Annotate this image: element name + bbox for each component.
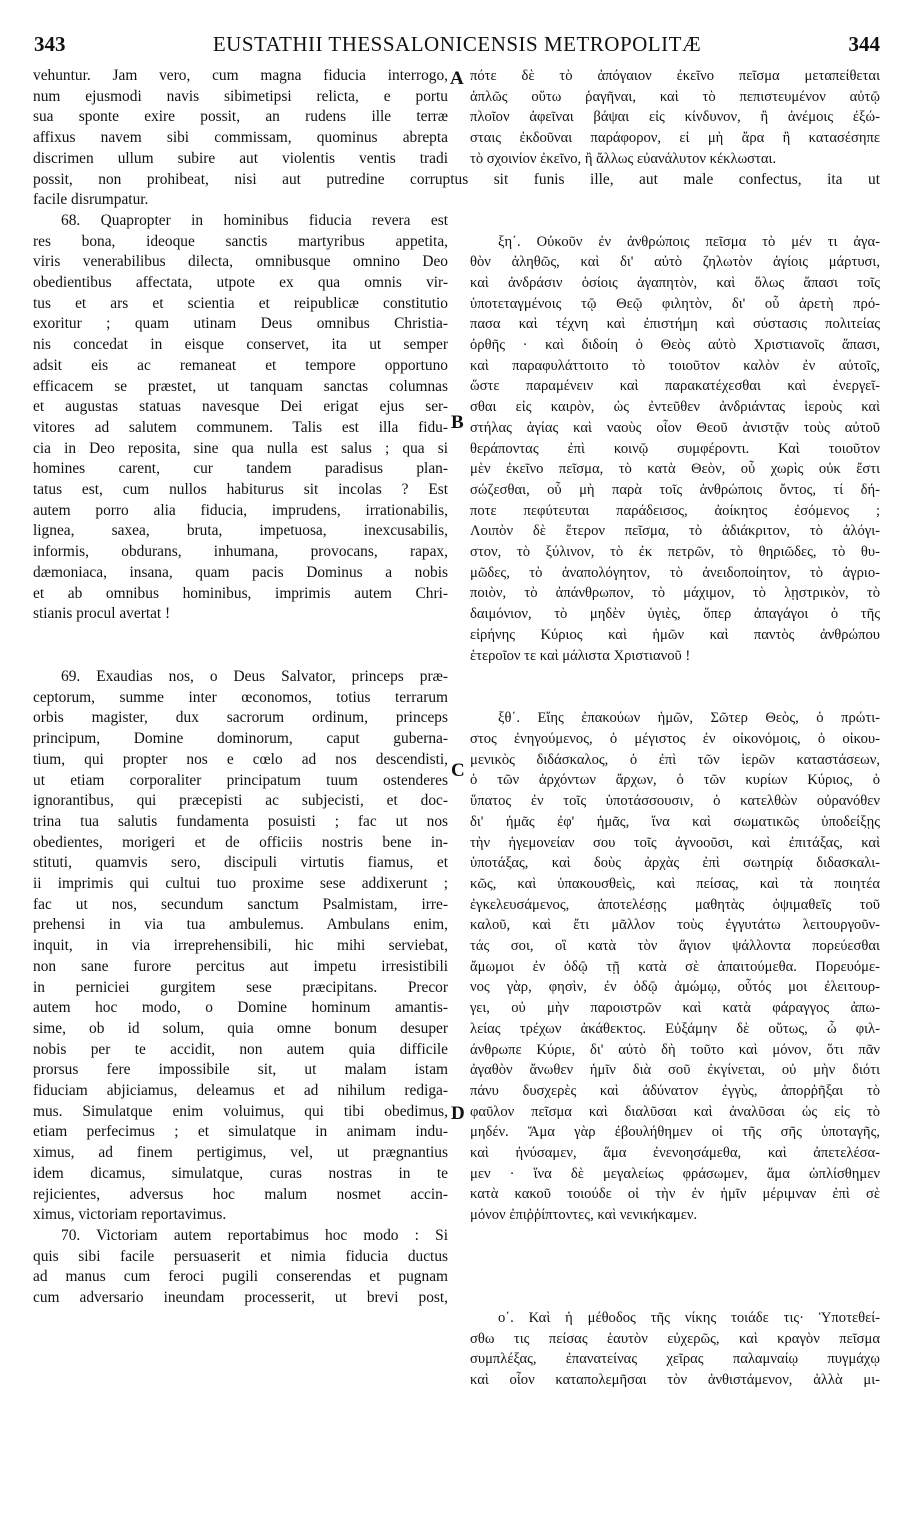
text-line: stituti, quamvis sero, discipuli virtutis fiamus, et bbox=[33, 854, 448, 872]
text-line: idem dicamus, simulatque, curas nostras in te bbox=[33, 1164, 448, 1182]
text-line: λείας τρέχων ἀκάθεκτος. Εὐξάμην δὲ οὕτως, ὦ φιλ- bbox=[470, 1020, 880, 1037]
text-line: πλοῖον ἀφεῖναι βάψαι εἰς κίνδυνον, ἢ ἀνέμοις ἐξώ- bbox=[470, 109, 880, 126]
text-line: mus. Simulatque enim voluimus, qui tibi obedimus, bbox=[33, 1102, 448, 1120]
text-line: ἑτεροῖον τε καὶ μάλιστα Χριστιανοῦ ! bbox=[470, 647, 691, 664]
text-line: καὶ ἀνδράσιν ὁσίοις ἀγαπητὸν, καὶ ὅλως ἅπασι τοῖς bbox=[470, 274, 880, 291]
text-line: 70. Victoriam autem reportabimus hoc modo : Si bbox=[61, 1226, 448, 1244]
page-number-right: 344 bbox=[848, 32, 880, 56]
text-line: num ejusmodi navis sibimetipsi relicta, e portu bbox=[33, 87, 448, 105]
text-line: ποιὸν, τὸ ἀπάνθρωπον, τὸ μάχιμον, τὸ λῃστρικὸν, τὸ bbox=[470, 585, 880, 602]
text-line: ὥστε παραμένειν καὶ παρακατέχεσθαι καὶ ἐνεργεῖ- bbox=[470, 378, 880, 395]
text-line: adsit eis ac remaneat et tempore opportuno bbox=[33, 356, 448, 374]
text-line: συμπλέξας, ἐπανατείνας χεῖρας παλαμναίῳ πυγμάχῳ bbox=[470, 1351, 880, 1368]
text-line: quis sibi facile persuaserit et nimia fiducia ductus bbox=[33, 1247, 448, 1265]
text-line: πάνυ δυσχερὲς καὶ ἀδύνατον ἐγγὺς, ἀπορῥῆξαι τὸ bbox=[470, 1082, 880, 1099]
text-line: ξθ΄. Εἴης ἐπακούων ἡμῶν, Σῶτερ Θεὸς, ὁ πρώτι- bbox=[498, 710, 880, 727]
text-line: μόνον ἐπιῤῥίπτοντες, καὶ νενικήκαμεν. bbox=[470, 1207, 698, 1224]
text-line: κατὰ κακοῦ τοιούδε οἱ τὴν ἐν ἡμῖν μέριμναν ἐπὶ σὲ bbox=[470, 1186, 880, 1203]
paragraph-gap bbox=[33, 625, 448, 667]
text-line: τάς σοι, οἳ κατὰ τὸν ἅγιον ψάλλοντα πορεύεσθαι bbox=[470, 938, 880, 955]
text-line: rejicientes, adversus hoc malum nosmet accin- bbox=[33, 1185, 448, 1203]
text-line: etiam perfecimus ; et simulatque in animam indu- bbox=[33, 1123, 448, 1141]
text-line: κῶς, καὶ ὑπακουσθεὶς, καὶ πείσας, καὶ τὰ ποιητέα bbox=[470, 875, 880, 892]
text-line: dæmoniaca, insana, quam pacis Dominus a nobis bbox=[33, 563, 448, 581]
text-line: ceptorum, summe inter œconomos, totius terrarum bbox=[33, 688, 448, 706]
text-line: non sane furore percitus aut impetu irresistibili bbox=[33, 957, 448, 975]
text-line: ποτε πεφύτευται παράδεισος, ἀοίκητος ἐσόμενος ; bbox=[470, 502, 880, 519]
text-line: σταις ἐκδοῦναι παράφορον, εἰ μὴ ἄρα ἢ κατασέσηπε bbox=[470, 130, 880, 147]
text-line: δαιμόνιον, τὸ μηδὲν ὑγιὲς, ὅπερ ἀπαγάγοι ὁ τῆς bbox=[470, 606, 880, 623]
text-line: efficacem se præstet, ut tanquam sanctas columnas bbox=[33, 377, 448, 395]
text-line: καὶ ἠνύσαμεν, ἅμα ἐνενοησάμεθα, καὶ ἀπετελέσα- bbox=[470, 1145, 880, 1162]
text-line: 68. Quapropter in hominibus fiducia revera est bbox=[61, 211, 448, 229]
text-line: inquit, in via irreprehensibili, hic mihi serviebat, bbox=[33, 937, 448, 955]
text-line: ad manus cum feroci pugili conserendas et pugnam bbox=[33, 1268, 448, 1286]
text-line: discrimen ullum subire aut violentis ventis tradi bbox=[33, 149, 448, 167]
text-line: ξη΄. Οὐκοῦν ἐν ἀνθρώποις πεῖσμα τὸ μέν τι ἀγα- bbox=[498, 233, 880, 250]
text-line: informis, obdurans, inhumana, provocans, rapax, bbox=[33, 543, 448, 561]
text-line: trina tua salutis fundamenta posuisti ; fac ut nos bbox=[33, 812, 448, 830]
text-line: res bona, ideoque sanctis martyribus appetita, bbox=[33, 232, 448, 250]
text-line: μενικὸς διδάσκαλος, ὁ ἐπὶ τῶν ἱερῶν καταστάσεων, bbox=[470, 751, 880, 768]
text-line: fac ut nos, secundum sanctum Psalmistam, irre- bbox=[33, 895, 448, 913]
text-line: tatus est, cum nullos habiturus sit incolas ? Est bbox=[33, 481, 448, 499]
text-line: πότε δὲ τὸ ἀπόγαιον ἐκεῖνο πεῖσμα μεταπείθεται bbox=[470, 68, 880, 84]
text-line: vehuntur. Jam vero, cum magna fiducia interrogo, bbox=[33, 67, 448, 84]
text-line: autem porro alia fiducia, imprudens, irrationabilis, bbox=[33, 501, 448, 519]
section-marker-a: A bbox=[450, 68, 464, 89]
text-line: fiduciam abjiciamus, deleamus et ad nihilum rediga- bbox=[33, 1082, 448, 1100]
running-title: EUSTATHII THESSALONICENSIS METROPOLITÆ bbox=[212, 32, 702, 56]
text-line: vitores ad salutem communem. Talis est illa fidu- bbox=[33, 418, 448, 436]
text-line: μεν · ἵνα δὲ μεγαλείως φράσωμεν, ἅμα ὡπλίσθημεν bbox=[470, 1165, 880, 1182]
text-line: σθαι εἰς καιρὸν, ὡς ἐντεῦθεν ἀνδριάντας ἱεροὺς καὶ bbox=[470, 399, 880, 416]
section-marker-b: B bbox=[451, 412, 464, 433]
text-line: cia in Deo reposita, sine qua nulla est salus ; qua si bbox=[33, 439, 448, 457]
text-line: δι' ἡμᾶς ἐφ' ἡμᾶς, ἵνα καὶ σωματικῶς ὑποδείξῃς bbox=[470, 813, 880, 830]
text-line: facile disrumpatur. bbox=[33, 191, 149, 209]
text-line: ii imprimis qui cultui tuo proxime sese addixerunt ; bbox=[33, 875, 448, 893]
text-line: ἀγαθὸν ἄνωθεν ἡμῖν διὰ σοῦ ἐκγίνεται, οὐ μὴν διότι bbox=[470, 1062, 880, 1079]
text-line: ὀρθῆς · καὶ διδοίη ὁ Θεὸς αὐτὸ Χριστιανοῖς ἅπασι, bbox=[470, 337, 880, 354]
text-line: ἁπλῶς οὕτω ῥαγῆναι, καὶ τὸ πεπιστευμένον αὐτῷ bbox=[470, 88, 880, 105]
text-line: καὶ οἷον καταπολεμῆσαι τὸν ἀνθιστάμενον, ἀλλὰ μι- bbox=[470, 1371, 880, 1388]
text-line: γει, οὐ μὴν παροιστρῶν καὶ κατὰ φάραγγος ἀπω- bbox=[470, 1000, 880, 1017]
text-line: affixus navem sibi commissam, quominus abrepta bbox=[33, 129, 448, 147]
text-line: καὶ παραφυλάττοιτο τὸ τοιοῦτον καλὸν ἐν αὐτοῖς, bbox=[470, 357, 880, 374]
text-line: ἐγκελευσάμενος, ἀποτελέσῃς μαθητὰς ὀψιμαθεῖς τοῦ bbox=[470, 896, 880, 913]
text-line: sime, ob id solum, quia omne bonum desuper bbox=[33, 1019, 448, 1037]
text-line: viris venerabilibus dilecta, omnibusque omnino Deo bbox=[33, 253, 448, 271]
text-line: στος ἐνηγούμενος, ὁ μέγιστος ἐν οἰκονόμοις, ὁ οἰκου- bbox=[470, 730, 880, 747]
text-line: εἰρήνης Κύριος καὶ ἡμῶν καὶ παντὸς ἀνθρώπου bbox=[470, 626, 880, 643]
text-line: καλοῦ, καὶ ἔτι μᾶλλον τοὺς ἐγγυτάτω λειτουργοῦν- bbox=[470, 917, 880, 934]
text-line: πασα καὶ τέχνη καὶ ἐπιστήμη καὶ σύστασις πολιτείας bbox=[470, 316, 880, 333]
text-line: μῶδες, τὸ ἀναπολόγητον, τὸ ἀνειδοποίητον, τὸ ἀγριο- bbox=[470, 564, 880, 581]
text-line: σώζεσθαι, οὗ μὴ παρὰ τοῖς ἀνθρώποις ὄντος, τί δή- bbox=[470, 481, 880, 498]
text-line: μηδέν. Ἅμα γὰρ ἐβουλήθημεν οἱ τῆς σῆς ὑποταγῆς, bbox=[470, 1124, 880, 1141]
text-line: θεράποντας ἐπὶ κοινῷ συμφέροντι. Καὶ τοιοῦτον bbox=[470, 440, 880, 457]
text-line: ο΄. Καὶ ἡ μέθοδος τῆς νίκης τοιάδε τις· Ὑποτεθεί- bbox=[498, 1309, 880, 1326]
text-line: στον, τὸ ξύλινον, τὸ ἐκ πετρῶν, τὸ θηριῶδες, τὸ θυ- bbox=[470, 544, 880, 561]
text-line: ὑποτεταγμένοις τῷ Θεῷ φιλητὸν, δι' οὗ ἀρετὴ πρό- bbox=[470, 295, 880, 312]
text-line: θὸν ἀληθῶς, καὶ δι' αὐτὸ ζηλωτὸν ἁγίοις μάρτυσι, bbox=[470, 254, 880, 271]
text-line: obedientes, morigeri et de officiis nostris bene in- bbox=[33, 833, 448, 851]
text-line: μὲν ἐκεῖνο πεῖσμα, τὸ κατὰ Θεὸν, οὗ χωρὶς οὐκ ἔστι bbox=[470, 461, 880, 478]
text-line: nis concedat in eisque conservet, ita ut semper bbox=[33, 336, 448, 354]
text-line: ignorantibus, qui præcepisti ac subjecisti, et doc- bbox=[33, 792, 448, 810]
text-line: prorsus fere impossibile sit, ut malam istam bbox=[33, 1061, 448, 1079]
text-line: τὴν ἡγεμονείαν σου τοῖς ἀγνοοῦσι, καὶ ἐπιτάξας, καὶ bbox=[470, 834, 880, 851]
text-line: tus et ars et scientia et reipublicæ constitutio bbox=[33, 294, 448, 312]
text-line: prehensi in via tua ambulemus. Ambulans enim, bbox=[33, 916, 448, 934]
text-line: homines carent, cur tandem paradisus plan- bbox=[33, 460, 448, 478]
text-line: in perniciei gurgitem sese præcipitans. Precor bbox=[33, 978, 448, 996]
text-line: autem hoc modo, o Domine hominum amantis- bbox=[33, 999, 448, 1017]
text-line: σθω τις πείσας ἑαυτὸν εὐχερῶς, καὶ κραγὸν πεῖσμα bbox=[470, 1330, 880, 1347]
text-line: στήλας ἁγίας καὶ ναοὺς οἷον Θεοῦ ἀνιστᾷν τοὺς αὐτοῦ bbox=[470, 419, 880, 436]
text-line: ὁ τῶν ἀρχόντων ἄρχων, ὁ τῶν κυρίων Κύριος, ὁ bbox=[470, 772, 880, 789]
text-line: lignea, saxea, bruta, impetuosa, inexcusabilis, bbox=[33, 522, 448, 540]
text-line: tium, qui propter nos e cœlo ad nos descendisti, bbox=[33, 750, 448, 768]
text-line: ximus, ad finem pertigimus, vel, ut prægnantius bbox=[33, 1144, 448, 1162]
paragraph-gap bbox=[470, 666, 880, 708]
section-marker-d: D bbox=[451, 1103, 465, 1124]
text-line: 69. Exaudias nos, o Deus Salvator, princeps præ- bbox=[61, 667, 448, 685]
text-line: ἄμωμοι ἐν ὁδῷ τῇ κατὰ σὲ ἀπαιτούμεθα. Πορευόμε- bbox=[470, 958, 880, 975]
text-line: ὕπατος ἐν τοῖς ὑποτάσσουσιν, ὁ κατελθὼν οὐρανόθεν bbox=[470, 793, 880, 810]
text-line: possit, non prohibeat, nisi aut putredine corruptus sit funis ille, aut male confectus, ita ut bbox=[33, 170, 880, 188]
page-header bbox=[34, 30, 880, 64]
text-line: άνθρωπε Κύριε, δι' αὐτὸ δὴ τοῦτο καὶ μόνον, ὅτι πᾶν bbox=[470, 1041, 880, 1058]
page-number-left: 343 bbox=[34, 32, 66, 56]
text-line: obedientibus affectata, utpote ex qua omnis vir- bbox=[33, 274, 448, 292]
section-marker-c: C bbox=[451, 760, 465, 781]
text-line: nobis per te accidit, non autem quia difficile bbox=[33, 1040, 448, 1058]
text-line: principum, Domine dominorum, caput guberna- bbox=[33, 730, 448, 748]
text-line: et augustas statuas navesque Dei erigat ejus ser- bbox=[33, 398, 448, 416]
paragraph-gap bbox=[470, 1226, 880, 1308]
text-line: exoritur ; quam utinam Deus omnibus Christia- bbox=[33, 315, 448, 333]
text-line: Λοιπὸν δὲ ἕτερον πεῖσμα, τὸ ἀδιάκριτον, τὸ ἀλόγι- bbox=[470, 523, 880, 540]
text-line: cum adversario ineundam processerit, ut brevi post, bbox=[33, 1289, 448, 1307]
paragraph-gap bbox=[470, 170, 880, 232]
text-line: νος γὰρ, φησὶν, ἐν ὁδῷ ἀμώμῳ, οὗτός μοι ἐλειτουρ- bbox=[470, 979, 880, 996]
text-line: stianis procul avertat ! bbox=[33, 605, 171, 623]
text-line: ut etiam corporaliter principatum tuum ostenderes bbox=[33, 771, 448, 789]
text-line: ὑποτάξας, καὶ δοὺς ἀρχὰς ἐπὶ σωτηρίᾳ διδασκαλι- bbox=[470, 855, 880, 872]
text-line: τὸ σχοινίον ἐκεῖνο, ἢ ἄλλως εὐανάλυτον κέκλωσται. bbox=[470, 150, 777, 167]
text-line: orbis magister, dux sacrorum ordinum, princeps bbox=[33, 709, 448, 727]
greek-column bbox=[470, 66, 880, 1391]
text-line: sua sponte exire possit, an rudens ille terræ bbox=[33, 108, 448, 126]
text-line: ximus, victoriam reportavimus. bbox=[33, 1206, 227, 1224]
text-line: et ab omnibus hominibus, imprimis autem Chri- bbox=[33, 584, 448, 602]
text-line: φαῦλον πεῖσμα καὶ διαλῦσαι καὶ ἀναλῦσαι ὡς εἰς τὸ bbox=[470, 1103, 880, 1120]
